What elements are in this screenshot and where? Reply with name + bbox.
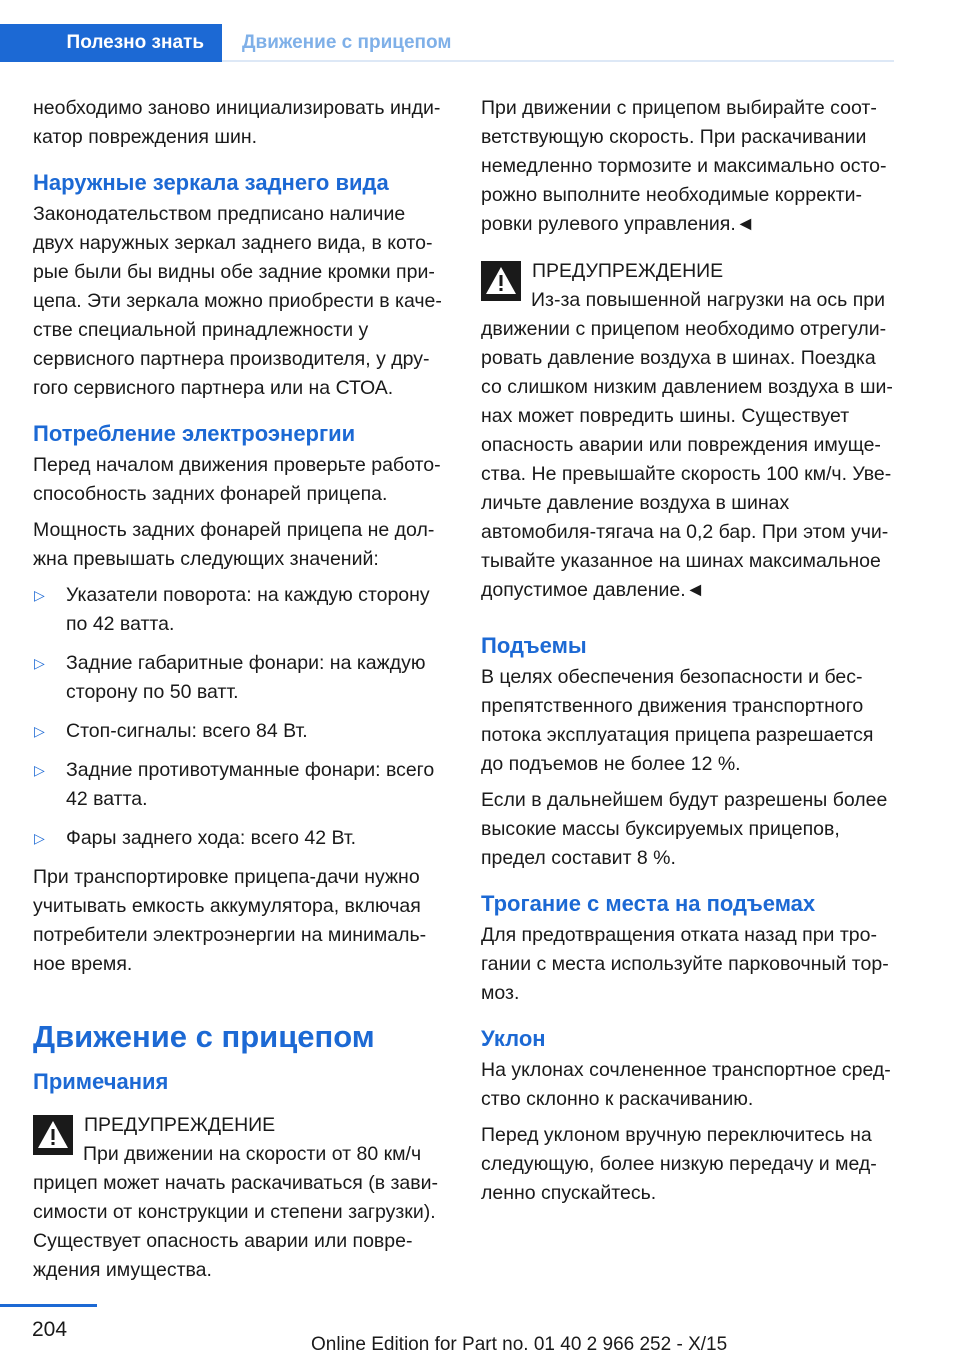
footer-accent-line <box>0 1304 97 1307</box>
warning-triangle-icon <box>481 261 521 301</box>
paragraph: При движении с прицепом выбирайте соответствующую скорость. При раскачивании немедленно тормозите и максимально осторожно выполните необходимые корректировки рулевого управления.◄ <box>481 97 887 235</box>
list-item-text: Стоп-сигналы: всего 84 Вт. <box>66 720 308 742</box>
list-item-text: Задние габаритные фонари: на каждую сторону по 50 ватт. <box>66 652 426 703</box>
list-item-text: Указатели поворота: на каждую сторону по 42 ватта. <box>66 584 430 635</box>
list-item-text: Фары заднего хода: всего 42 Вт. <box>66 827 357 849</box>
triangle-right-icon: ▷ <box>34 723 45 739</box>
heading-trailer: Движение с прицепом <box>33 1019 375 1054</box>
header-bar <box>0 24 894 64</box>
warning-title: ПРЕДУПРЕЖДЕНИЕ <box>84 1114 276 1136</box>
list-item <box>33 756 445 814</box>
paragraph: На уклонах сочлененное транспортное средство склонно к раскачиванию. <box>481 1059 891 1110</box>
warning-text: Из-за повышенной нагрузки на ось при движении с прицепом необходимо отрегулировать давление воздуха в шинах. Поездка со слишком низким давлением воздуха в шинах может повредить шины. Существует опасность аварии или повреждения имущества. Не превышайте скорость 100 км/ч. Увеличьте давление воздуха в шинах автомобиля-тягача на 0,2 бар. При этом учитывайте указанное на шинах максимальное допустимое давление.◄ <box>481 289 893 601</box>
list-item <box>33 581 445 639</box>
heading-power: Потребление электроэнергии <box>33 421 356 446</box>
paragraph: Законодательством предписано наличие двух наружных зеркал заднего вида, в которые были бы видны обе задние кромки прицепа. Эти зеркала можно приобрести в качестве специальной принадлежности у сервисного партнера производителя, у другого сервисного партнера или на СТОА. <box>33 203 442 399</box>
heading-mirrors: Наружные зеркала заднего вида <box>33 170 389 195</box>
list-item <box>33 824 445 853</box>
warning-title: ПРЕДУПРЕЖДЕНИЕ <box>532 260 724 282</box>
tab-trailer-section[interactable]: Движение с прицепом <box>242 32 452 53</box>
heading-decline: Уклон <box>481 1026 546 1051</box>
right-column <box>481 94 893 1215</box>
paragraph: Мощность задних фонарей прицепа не должна превышать следующих значений: <box>33 519 435 570</box>
triangle-right-icon: ▷ <box>34 762 45 778</box>
heading-hill-start: Трогание с места на подъемах <box>481 891 816 916</box>
paragraph: Перед уклоном вручную переключитесь на следующую, более низкую передачу и медленно спускайтесь. <box>481 1124 877 1204</box>
triangle-right-icon: ▷ <box>34 587 45 603</box>
warning-block <box>33 1111 445 1285</box>
heading-notes: Примечания <box>33 1069 169 1094</box>
paragraph: При транспортировке прицепа-дачи нужно учитывать емкость аккумулятора, включая потребители электроэнергии на минимальное время. <box>33 866 427 975</box>
paragraph: необходимо заново инициализировать индикатор повреждения шин. <box>33 97 441 148</box>
list-item <box>33 717 445 746</box>
lamp-power-list <box>33 581 445 853</box>
triangle-right-icon: ▷ <box>34 655 45 671</box>
paragraph: Если в дальнейшем будут разрешены более высокие массы буксируемых прицепов, предел составит 8 %. <box>481 789 888 869</box>
header-divider <box>222 60 894 62</box>
warning-text: При движении на скорости от 80 км/ч прицеп может начать раскачиваться (в зависимости от конструкции и степени загрузки). Существует опасность аварии или повреждения имущества. <box>33 1143 439 1281</box>
paragraph: В целях обеспечения безопасности и беспрепятственного движения транспортного потока эксплуатация прицепа разрешается до подъемов не более 12 %. <box>481 666 874 775</box>
list-item-text: Задние противотуманные фонари: всего 42 ватта. <box>66 759 435 810</box>
paragraph: Для предотвращения отката назад при трогании с места используйте парковочный тормоз. <box>481 924 889 1004</box>
paragraph: Перед началом движения проверьте работоспособность задних фонарей прицепа. <box>33 454 441 505</box>
tab-useful-info[interactable]: Полезно знать <box>0 24 222 62</box>
left-column <box>33 94 445 1285</box>
warning-triangle-icon <box>33 1115 73 1155</box>
triangle-right-icon: ▷ <box>34 830 45 846</box>
list-item <box>33 649 445 707</box>
warning-block <box>481 257 893 605</box>
online-edition-note: Online Edition for Part no. 01 40 2 966 252 - X/15 <box>311 1334 728 1355</box>
heading-slopes: Подъемы <box>481 633 587 658</box>
page-number: 204 <box>32 1318 68 1341</box>
